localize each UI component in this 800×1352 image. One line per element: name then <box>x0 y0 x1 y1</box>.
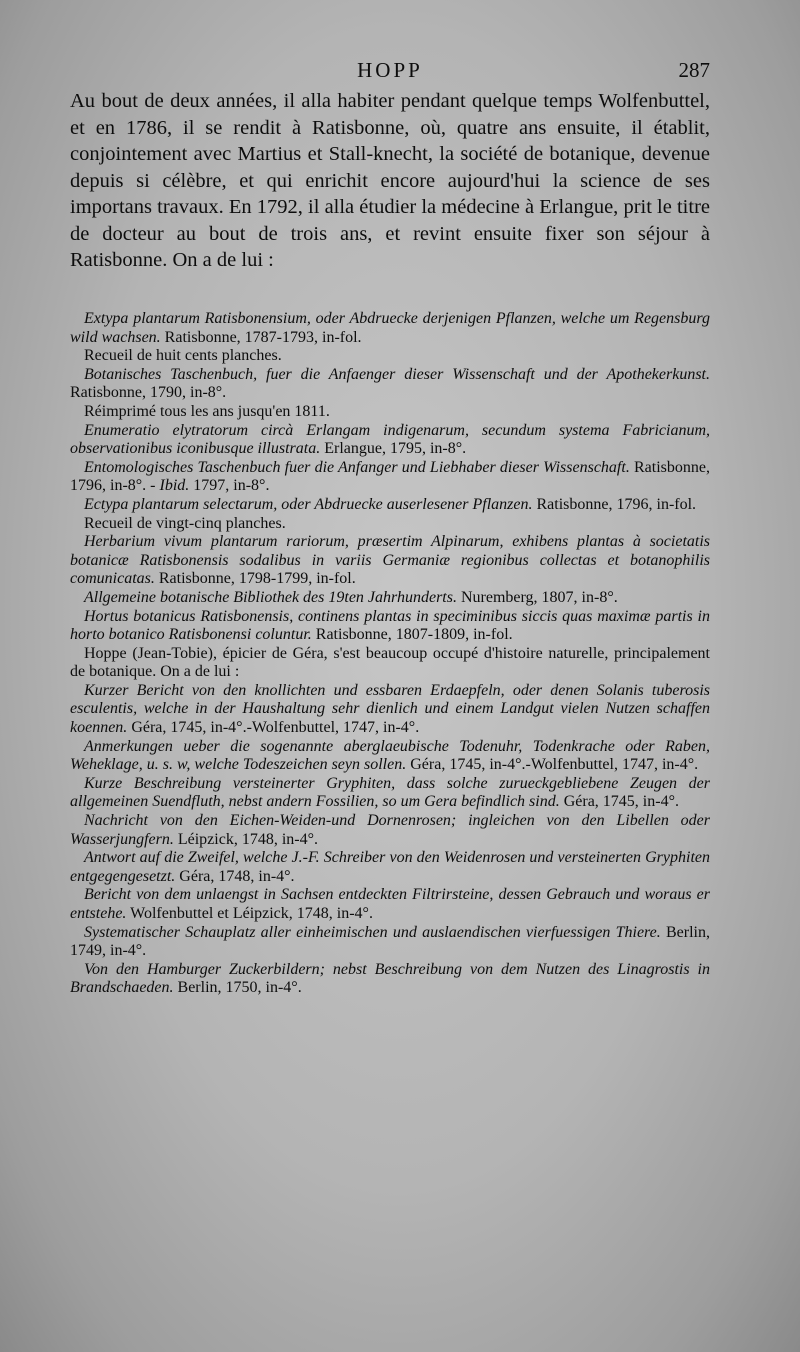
bibliography <box>70 310 710 998</box>
intro-text: Au bout de deux années, il alla habiter pendant quelque temps Wolfenbuttel, et en 1786, il se rendit à Ratisbonne, où, quatre ans ensuite, il établit, conjointement avec Martius et Stall-knecht, la société de botanique, devenue depuis si célèbre, et qui enrichit encore aujourd'hui la science de ses importans travaux. En 1792, il alla étudier la médecine à Erlangue, prit le titre de docteur au bout de trois ans, et revint ensuite fixer son séjour à Ratisbonne. On a de lui : <box>70 90 710 271</box>
entry-title: Hortus botanicus Ratisbonensis, continens plantas in speciminibus siccis quas maximæ partis in horto botanico Ratisbonensi coluntur. <box>70 607 710 644</box>
entry-details: Recueil de huit cents planches. <box>84 347 282 365</box>
entry-title: Extypa plantarum Ratisbonensium, oder Abdruecke derjenigen Pflanzen, welche um Regensburg wild wachsen. <box>70 310 710 346</box>
works-list-2 <box>70 682 710 998</box>
entry-details: Géra, 1748, in-4°. <box>175 867 295 885</box>
entry-details: Recueil de vingt-cinq planches. <box>84 514 286 532</box>
entry-extra-details: 1797, in-8°. <box>189 477 270 495</box>
entry-title: Ectypa plantarum selectarum, oder Abdruecke auserlesener Pflanzen. <box>84 495 533 513</box>
entry-title: Herbarium vivum plantarum rariorum, præsertim Alpinarum, exhibens plantas à societatis botanicæ Ratisbonensis sodalibus in variis Germaniæ regionibus collectas et botanophilis comunicatas. <box>70 533 710 588</box>
running-head: HOPP <box>357 58 423 82</box>
second-author-entry: Hoppe (Jean-Tobie), épicier de Géra, s'est beaucoup occupé d'histoire naturelle, principalement de botanique. On a de lui : <box>70 644 710 681</box>
entry-title: Anmerkungen ueber die sogenannte aberglaeubische Todenuhr, Todenkrache oder Raben, Weheklage, u. s. w, welche Todeszeichen seyn sollen. <box>70 737 710 774</box>
intro-paragraph <box>70 88 710 274</box>
entry-title: Kurze Beschreibung versteinerter Gryphiten, dass solche zurueckgebliebene Zeugen der allgemeinen Suendfluth, nebst andern Fossilien, so um Gera befindlich sind. <box>70 774 710 811</box>
entry-details: Ratisbonne, 1807-1809, in-fol. <box>311 626 513 644</box>
bibliography-entry <box>70 515 710 534</box>
bibliography-entry <box>70 608 710 645</box>
entry-details: Géra, 1745, in-4°.-Wolfenbuttel, 1747, in-4°. <box>127 719 420 737</box>
bibliography-entry <box>70 422 710 459</box>
entry-details: Ratisbonne, 1796, in-8°. - <box>70 458 710 495</box>
entry-details: Léipzick, 1748, in-4°. <box>173 830 318 848</box>
bibliography-entry <box>70 403 710 422</box>
entry-extra-title: Ibid. <box>159 477 190 495</box>
entry-title: Nachricht von den Eichen-Weiden-und Dornenrosen; ingleichen von den Libellen oder Wasserjungfern. <box>70 812 710 848</box>
bibliography-entry <box>70 886 710 923</box>
entry-title: Antwort auf die Zweifel, welche J.-F. Schreiber von den Weidenrosen und versteinerten Gryphiten entgegengesetzt. <box>70 849 710 885</box>
entry-details: Ratisbonne, 1798-1799, in-fol. <box>154 570 356 588</box>
entry-title: Systematischer Schauplatz aller einheimischen und auslaendischen vierfuessigen Thiere. <box>84 923 661 941</box>
entry-details: Réimprimé tous les ans jusqu'en 1811. <box>84 402 330 420</box>
entry-title: Enumeratio elytratorum circà Erlangam indigenarum, secundum systema Fabricianum, observationibus iconibusque illustrata. <box>70 421 710 458</box>
page-number: 287 <box>678 58 710 82</box>
bibliography-entry <box>70 924 710 961</box>
bibliography-entry <box>70 459 710 496</box>
entry-details: Nuremberg, 1807, in-8°. <box>456 588 618 606</box>
bibliography-entry <box>70 775 710 812</box>
bibliography-entry <box>70 533 710 589</box>
entry-title: Bericht von dem unlaengst in Sachsen entdeckten Filtrirsteine, dessen Gebrauch und woraus er entstehe. <box>70 886 710 922</box>
entry-title: Von den Hamburger Zuckerbildern; nebst Beschreibung von dem Nutzen des Linagrostis in Brandschaeden. <box>70 960 710 997</box>
second-author-bio: , épicier de Géra, s'est beaucoup occupé d'histoire naturelle, principalement de botanique. On a de lui : <box>70 644 710 681</box>
bibliography-entry <box>70 961 710 998</box>
entry-title: Botanisches Taschenbuch, fuer die Anfaenger dieser Wissenschaft und der Apothekerkunst. <box>84 365 710 383</box>
entry-details: Géra, 1745, in-4°.-Wolfenbuttel, 1747, in-4°. <box>406 756 699 774</box>
bibliography-entry <box>70 589 710 608</box>
entry-details: Géra, 1745, in-4°. <box>559 793 679 811</box>
entry-details: Wolfenbuttel et Léipzick, 1748, in-4°. <box>126 905 373 922</box>
entry-title: Kurzer Bericht von den knollichten und essbaren Erdaepfeln, oder denen Solanis tuberosis esculentis, welche in der Haushaltung sehr dienlich und einem Landgut vielen Nutzen schaffen koennen. <box>70 681 710 737</box>
second-author-forename: Jean-Tobie <box>137 644 208 662</box>
bibliography-entry <box>70 812 710 849</box>
entry-details: Erlangue, 1795, in-8°. <box>320 440 467 458</box>
bibliography-entry <box>70 347 710 366</box>
entry-details: Ratisbonne, 1790, in-8°. <box>70 384 227 402</box>
bibliography-entry <box>70 849 710 886</box>
entry-details: Ratisbonne, 1787-1793, in-fol. <box>160 328 362 346</box>
entry-details: Ratisbonne, 1796, in-fol. <box>532 495 697 513</box>
bibliography-entry <box>70 496 710 515</box>
bibliography-entry <box>70 682 710 738</box>
bibliography-entry <box>70 366 710 403</box>
page-header <box>70 58 710 88</box>
works-list <box>70 310 710 645</box>
entry-details: Berlin, 1750, in-4°. <box>173 979 302 997</box>
second-author-surname: Hoppe <box>84 644 127 662</box>
entry-title: Allgemeine botanische Bibliothek des 19ten Jahrhunderts. <box>84 588 457 606</box>
bibliography-entry <box>70 738 710 775</box>
entry-title: Entomologisches Taschenbuch fuer die Anfanger und Liebhaber dieser Wissenschaft. <box>84 458 630 476</box>
bibliography-entry <box>70 310 710 347</box>
entry-details: Berlin, 1749, in-4°. <box>70 923 710 960</box>
